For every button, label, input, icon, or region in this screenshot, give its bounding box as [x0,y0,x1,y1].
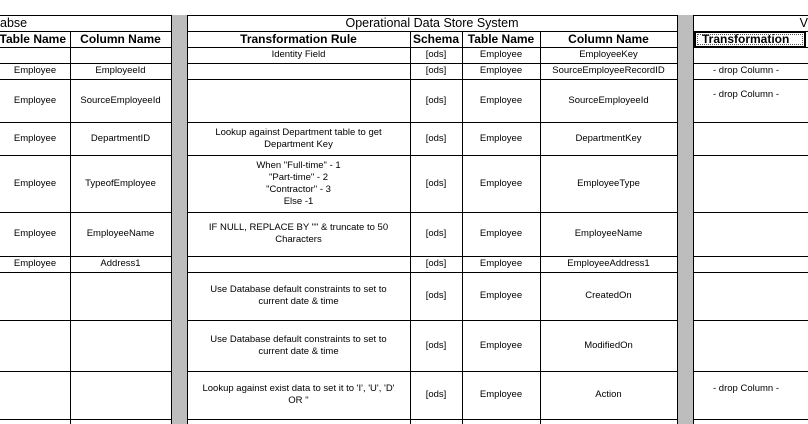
grid-line-vertical [171,15,172,424]
cell-src-column[interactable]: SourceEmployeeId [80,94,161,106]
grid-line-horizontal [693,256,808,257]
cell-transformation[interactable]: - drop Column - [713,88,779,100]
cell-schema[interactable]: [ods] [425,94,447,106]
cell-transformation[interactable] [693,47,808,63]
cell-ods-column[interactable]: Action [595,389,622,400]
cell-transformation-rule[interactable]: Identity Field [271,49,326,60]
cell-src-table[interactable]: Employee [13,177,57,189]
cell-ods-column[interactable]: EmployeeName [574,228,643,239]
cell-transformation-rule[interactable] [187,256,410,272]
header-ods-column-name[interactable]: Column Name [568,32,649,46]
grid-line-horizontal [187,155,677,156]
grid-line-horizontal [187,15,677,16]
grid-line-vertical [540,31,541,424]
cell-transformation[interactable] [693,155,808,212]
grid-line-vertical [693,15,694,424]
cell-ods-column[interactable]: EmployeeType [577,177,640,189]
grid-line-horizontal [0,272,171,273]
grid-line-horizontal [187,79,677,80]
cell-ods-column[interactable]: ModifiedOn [584,339,633,351]
cell-src-column[interactable] [70,320,171,371]
cell-transformation[interactable]: - drop Column - [713,383,779,394]
grid-line-horizontal [0,122,171,123]
grid-line-horizontal [693,419,808,420]
grid-line-horizontal [0,419,171,420]
grid-line-vertical [187,15,188,424]
grid-line-horizontal [0,15,171,16]
right-section-header[interactable]: V [799,16,808,30]
cell-transformation-rule[interactable] [187,63,410,79]
column-separator-right [677,15,693,424]
header-schema[interactable]: Schema [412,32,460,46]
cell-ods-column[interactable]: EmployeeAddress1 [567,258,650,269]
cell-transformation[interactable] [693,256,808,272]
cell-schema[interactable]: [ods] [425,132,447,144]
grid-line-horizontal [187,419,677,420]
cell-src-table[interactable]: Employee [13,65,57,76]
cell-transformation[interactable] [693,320,808,371]
cell-transformation-rule[interactable] [187,79,410,122]
grid-line-horizontal [187,256,677,257]
cell-schema[interactable]: [ods] [425,228,447,239]
grid-line-horizontal [0,371,171,372]
cell-transformation-rule[interactable]: Lookup against Department table to get Department Key [215,126,382,150]
cell-ods-table[interactable]: Employee [479,177,523,189]
source-section-header[interactable]: abse [0,16,28,30]
grid-line-horizontal [693,79,808,80]
cell-schema[interactable]: [ods] [425,177,447,189]
grid-line-horizontal [693,155,808,156]
cell-src-column[interactable]: DepartmentID [90,132,151,144]
grid-line-vertical [70,31,71,424]
header-src-table-name[interactable]: Table Name [0,32,66,46]
grid-line-horizontal [693,63,808,64]
cell-ods-column[interactable]: SourceEmployeeId [568,94,649,106]
header-ods-table-name[interactable]: Table Name [467,32,535,46]
cell-src-table[interactable]: Employee [13,258,57,269]
grid-line-horizontal [0,155,171,156]
cell-ods-column[interactable]: SourceEmployeeRecordID [552,65,665,76]
cell-schema[interactable]: [ods] [425,258,447,269]
grid-line-horizontal [187,371,677,372]
cell-schema[interactable]: [ods] [425,389,447,400]
cell-schema[interactable]: [ods] [425,65,447,76]
cell-transformation[interactable] [693,272,808,320]
cell-schema[interactable]: [ods] [425,290,447,301]
grid-line-horizontal [693,31,808,32]
cell-schema[interactable]: [ods] [425,339,447,351]
cell-ods-table[interactable]: Employee [479,290,523,301]
grid-line-horizontal [0,63,171,64]
grid-line-horizontal [0,31,171,32]
cell-transformation[interactable]: - drop Column - [713,65,779,76]
cell-ods-table[interactable]: Employee [479,389,523,400]
grid-line-horizontal [693,320,808,321]
grid-line-horizontal [187,272,677,273]
cell-ods-table[interactable]: Employee [479,49,523,60]
cell-transformation[interactable] [693,212,808,256]
cell-schema[interactable]: [ods] [425,49,447,60]
grid-line-horizontal [0,256,171,257]
cell-src-table[interactable]: Employee [13,228,57,239]
cell-src-table[interactable] [0,371,70,419]
grid-line-horizontal [693,371,808,372]
cell-src-table[interactable] [0,272,70,320]
header-src-column-name[interactable]: Column Name [80,32,161,46]
cell-src-column[interactable] [70,371,171,419]
cell-src-column[interactable] [70,47,171,63]
cell-ods-table[interactable]: Employee [479,258,523,269]
cell-ods-column[interactable]: EmployeeKey [579,49,638,60]
grid-line-horizontal [187,63,677,64]
grid-line-horizontal [0,212,171,213]
grid-line-horizontal [0,47,171,48]
cell-transformation[interactable] [693,122,808,155]
cell-ods-column[interactable]: CreatedOn [585,290,632,301]
cell-transformation-rule[interactable]: When "Full-time" - 1 "Part-time" - 2 "Contractor" - 3 Else -1 [256,159,341,207]
cell-transformation-rule[interactable]: IF NULL, REPLACE BY "" & truncate to 50 Characters [208,222,389,245]
header-transformation[interactable]: Transformation [702,32,790,46]
grid-line-horizontal [693,15,808,16]
cell-src-column[interactable] [70,272,171,320]
cell-src-column[interactable]: TypeofEmployee [85,177,156,189]
cell-transformation-rule[interactable]: Lookup against exist data to set it to 'I', 'U', 'D' OR '' [202,383,395,406]
cell-src-table[interactable]: Employee [13,132,57,144]
cell-ods-table[interactable]: Employee [479,339,523,351]
cell-ods-column[interactable]: DepartmentKey [575,132,642,144]
grid-line-horizontal [0,320,171,321]
grid-line-horizontal [187,47,677,48]
cell-ods-table[interactable]: Employee [479,228,523,239]
grid-line-horizontal [693,47,808,48]
cell-ods-table[interactable]: Employee [479,65,523,76]
header-transformation-rule[interactable]: Transformation Rule [240,32,357,46]
grid-line-vertical [677,15,678,424]
grid-line-vertical [462,31,463,424]
cell-src-table[interactable] [0,320,70,371]
cell-ods-table[interactable]: Employee [479,94,523,106]
grid-line-horizontal [693,272,808,273]
column-separator-left [171,15,187,424]
grid-line-horizontal [187,31,677,32]
cell-src-table[interactable] [0,47,70,63]
grid-line-horizontal [187,122,677,123]
cell-transformation-rule[interactable]: Use Database default constraints to set to current date & time [210,284,387,307]
cell-ods-table[interactable]: Employee [479,132,523,144]
grid-line-horizontal [693,212,808,213]
active-cell-selection[interactable] [694,31,806,48]
grid-line-horizontal [187,320,677,321]
cell-src-column[interactable]: EmployeeId [95,65,146,76]
grid-line-horizontal [187,212,677,213]
grid-line-horizontal [0,79,171,80]
grid-line-horizontal [693,122,808,123]
cell-src-column[interactable]: EmployeeName [86,228,155,239]
cell-src-table[interactable]: Employee [13,94,57,106]
cell-src-column[interactable]: Address1 [100,258,141,269]
cell-transformation-rule[interactable]: Use Database default constraints to set to current date & time [210,333,387,357]
ods-section-header[interactable]: Operational Data Store System [345,16,519,30]
grid-line-vertical [410,31,411,424]
